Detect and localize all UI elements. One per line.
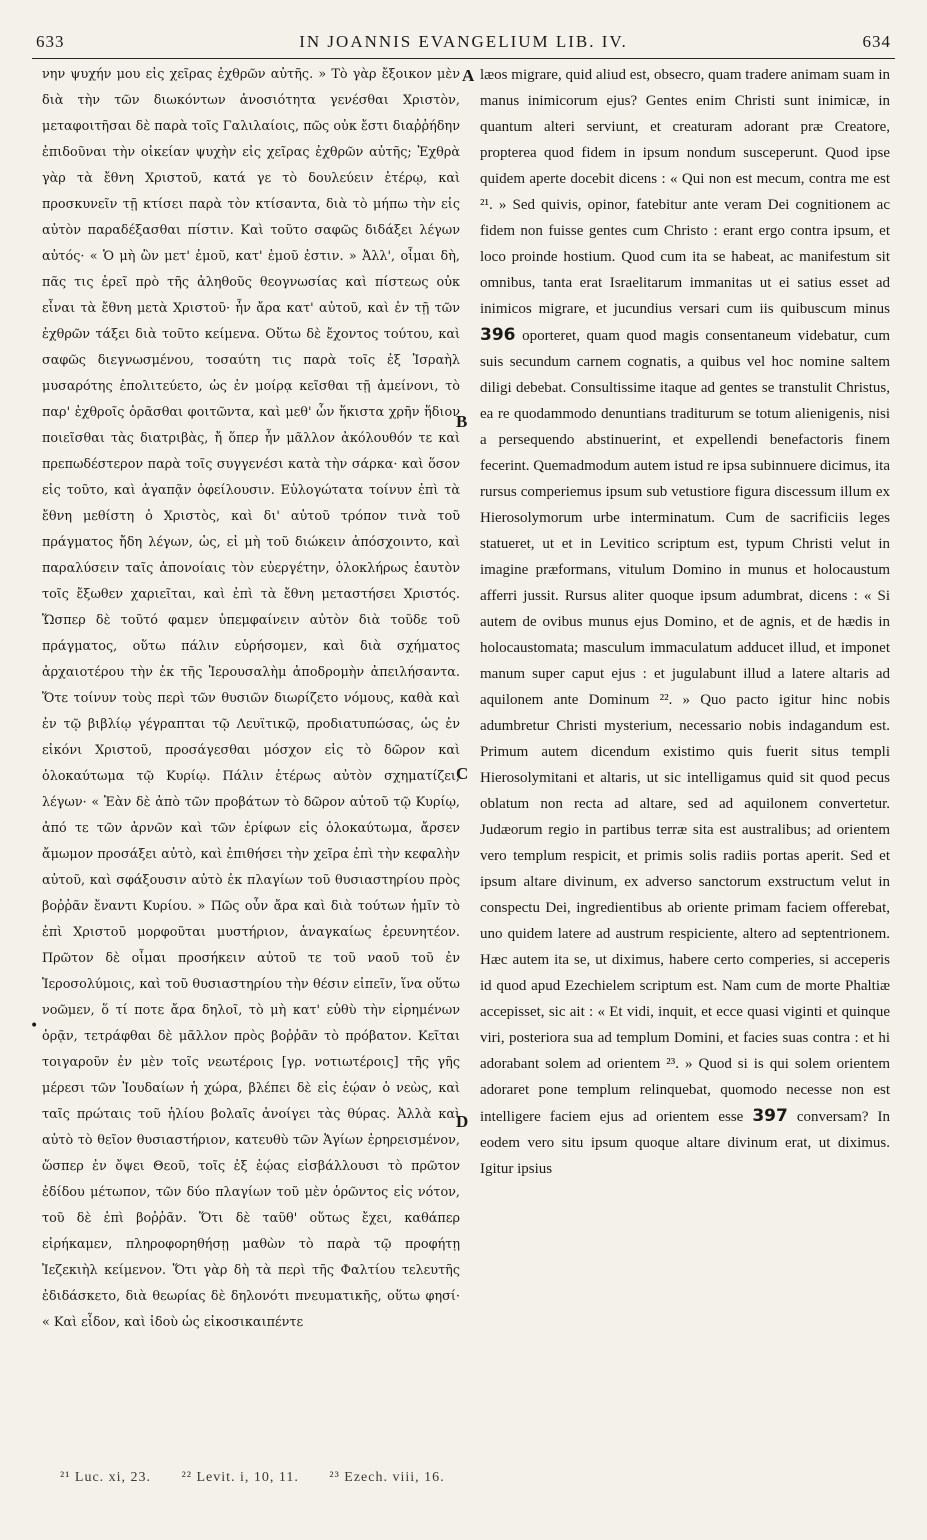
footnote-23: ²³ Ezech. viii, 16. [329,1470,445,1485]
header-rule [32,58,895,59]
running-title: IN JOANNIS EVANGELIUM LIB. IV. [299,32,628,51]
page-marker-396: 396 [480,325,516,345]
section-marker-d: D [456,1112,469,1131]
latin-text-part-3: conversam? In eodem vero situ ipsum quoque altare divinum erat, ut diximus. Igitur ipsius [480,1109,890,1177]
latin-column [480,62,890,1182]
footnote-21: ²¹ Luc. xi, 23. [60,1470,152,1485]
page-marker-397: 397 [752,1106,788,1126]
page-number-left: 633 [36,32,65,51]
section-marker-a: A [462,66,475,85]
latin-text-part-2: oporteret, quam quod magis consentaneum videbatur, cum suis secundum carnem cognatis, a quibus vel hoc nomine saltem diligi debebat. Consultissime itaque ad gentes se transtulit Christus, ea re quodammodo denuntians traditurum se totum alienigenis, nisi a persequendo abstinuerint, et expellendi benefactoris finem fecerint. Quemadmodum autem istud re ipsa subinnuere dicimus, ita rursus comperiemus ipsum sub vetustiore figura discessum illum ex Hierosolymorum urbe interminatum. Cum de sacrificiis leges statueret, ut et in Levitico scriptum est, typum Christi velut in imagine præformans, vitulum Domino in munus et holocaustum afferri jussit. Rursus aliter quoque ipsum adumbrat, dicens : « Si autem de ovibus munus ejus Domino, et de agnis, et de hædis in holocaustomata; masculum immaculatum adducet illud, et imponet manum super caput ejus : et jugulabunt illud a latere altaris ad aquilonem ante Dominum ²². » Quo pacto igitur hinc nobis adumbretur Christi mysterium, necessario nobis indagandum est. Primum autem dicendum existimo quis fuerit situs templi Hierosolymitani et altaris, ut sic intelligamus quid sit quod pecus oblatum non recta ad altare, sed ad aquilonem convertetur. Judæorum regio in partibus terræ sita est australibus; ad orientem vero templum respicit, et primis solis radiis portas aperit. Sed et ipsum altare divinum, ex adverso sanctorum exstructum velut in conspectu Dei, ingredientibus ab oriente primam faciem offerebat, uno quidem latere ad austrum respiciente, altero ad septentrionem. Hæc autem ita se, ut diximus, habere certo comperies, si acceperis id quod apud Ezechielem scriptum est. Nam cum de morte Phaltiæ accepisset, sic ait : « Et vidi, inquit, et ecce quasi viginti et quinque viri, posteriora sua ad templum Domini, et facies suas contra : et hi adorabant solem ad orientem ²³. » Quod si is qui solem orientem adoraret pone templum relinquebat, quomodo necesse non est intelligere faciem ejus ad orientem esse [480,328,890,1125]
page-number-right: 634 [862,32,891,51]
section-marker-b: B [456,412,468,431]
section-marker-c: C [456,764,469,783]
margin-dot: • [30,1018,39,1034]
running-header [30,28,897,58]
latin-text-part-1: læos migrare, quid aliud est, obsecro, quam tradere animam suam in manus inimicorum ejus? Gentes enim Christi sunt inimicæ, in quantum alteri serviunt, et creaturam adorant præ Creatore, propterea quod fidem in ipsum nondum susceperunt. Quod ipse quidem aperte docebit dicens : « Qui non est mecum, contra me est ²¹. » Sed quivis, opinor, fatebitur ante veram Dei cognitionem ac fidem non fuisse gentes cum Christo : erant ergo contra ipsum, et loco proinde hostium. Quod cum ita se habeat, ac manifestum sit omnibus, tanta erat Israelitarum immanitas ut ei satius esset ad inimicos migrare, et jucundius versari cum iis quibuscum minus [480,67,890,317]
footnote-22: ²² Levit. i, 10, 11. [181,1470,299,1485]
latin-text [480,62,890,1182]
greek-text: νην ψυχήν μου εἰς χεῖρας ἐχθρῶν αὐτῆς. » Τὸ γὰρ ἔξοικον μὲν διὰ τὴν τῶν διωκόντων ἀνοσιότητα γενέσθαι Χριστὸν, μεταφοιτῆσαι δὲ παρὰ τοῖς Γαλιλαίοις, πῶς οὐκ ἔστι διαῤῥήδην ἐπιδοῦναι τὴν οἰκείαν ψυχὴν εἰς χεῖρας ἐχθρῶν αὐτῆς; Ἐχθρὰ γὰρ τὰ ἔθνη Χριστοῦ, κατά γε τὸ δουλεύειν ἑτέρῳ, καὶ προσκυνεῖν τῇ κτίσει παρὰ τὸν κτίσαντα, διὰ τὸ μήπω τὴν εἰς αὐτὸν παραδέξασθαι πίστιν. Καὶ τοῦτο σαφῶς διδάξει λέγων αὐτός· « Ὁ μὴ ὢν μετ' ἐμοῦ, κατ' ἐμοῦ ἐστιν. » Ἀλλ', οἶμαι δὴ, πᾶς τις ἐρεῖ πρὸ τῆς ἀληθοῦς θεογνωσίας καὶ πίστεως οὐκ εἶναι τὰ ἔθνη μετὰ Χριστοῦ· ἦν ἄρα κατ' αὐτοῦ, καὶ ἐν τῇ τῶν ἐχθρῶν τάξει διὰ τοῦτο κείμενα. Οὕτω δὲ ἔχοντος τούτου, καὶ σαφῶς διεγνωσμένου, τοσαύτη τις παρὰ τοῖς ἐξ Ἰσραὴλ μυσαρότης ἐπολιτεύετο, ὡς ἐν μοίρᾳ κεῖσθαι τῇ ἀμείνονι, τὸ παρ' ἐχθροῖς ὁρᾶσθαι φοιτῶντα, καὶ μεθ' ὧν ἥκιστα χρῆν ἥδιον ποιεῖσθαι τὰς διατριβὰς, ἤ ὅπερ ἦν μᾶλλον ἀκόλουθόν τε καὶ πρεπωδέστερον παρὰ τοῖς συγγενέσι κατὰ τὴν σάρκα· καὶ ὅσον εἰς τοῦτο, καὶ ἀγαπᾷν ὀφείλουσιν. Εὐλογώτατα τοίνυν ἐπὶ τὰ ἔθνη μεθίστη ὁ Χριστὸς, καὶ δι' αὐτοῦ τρόπον τινὰ τοῦ πράγματος ἤδη λέγων, ὡς, εἰ μὴ τοῦ διώκειν ἀπόσχοιντο, καὶ παραλύσειν ταῖς ἀπονοίαις τὸν εὐεργέτην, ὁλοκλήρως ἑαυτὸν τοῖς ἔξωθεν χαριεῖται, καὶ ἐπὶ τὰ ἔθνη μεταστήσει Χριστός. Ὥσπερ δὲ τοῦτό φαμεν ὑπεμφαίνειν αὐτὸν διὰ τοῦδε τοῦ πράγματος, οὕτω πάλιν εὑρήσομεν, καὶ διὰ σχήματος ἀρχαιοτέρου τὴν ἐκ τῆς Ἱερουσαλὴμ ἀποδρομὴν ἀπειλήσαντα. Ὅτε τοίνυν τοὺς περὶ τῶν θυσιῶν διωρίζετο νόμους, καθὰ καὶ ἐν τῷ βιβλίῳ γέγραπται τῷ Λευϊτικῷ, προδιατυπώσας, ὡς ἐν εἰκόνι Χριστοῦ, προσάγεσθαι μόσχον εἰς τὸ δῶρον καὶ ὁλοκαύτωμα τῷ Κυρίῳ. Πάλιν ἑτέρως αὐτὸν σχηματίζει, λέγων· « Ἐὰν δὲ ἀπὸ τῶν προβάτων τὸ δῶρον αὐτοῦ τῷ Κυρίῳ, ἀπό τε τῶν ἀρνῶν καὶ τῶν ἐρίφων εἰς ὁλοκαύτωμα, ἄρσεν ἄμωμον προσάξει αὐτὸ, καὶ ἐπιθήσει τὴν χεῖρα ἐπὶ τὴν κεφαλὴν αὐτοῦ, καὶ σφάξουσιν αὐτὸ ἐκ πλαγίων τοῦ θυσιαστηρίου πρὸς βοῤῥᾶν ἔναντι Κυρίου. » Πῶς οὖν ἄρα καὶ διὰ τούτων ἡμῖν τὸ ἐπὶ Χριστοῦ μορφοῦται μυστήριον, ἀναγκαίως ἐρευνητέον. Πρῶτον δὲ οἶμαι προσήκειν αὐτοῦ τε τοῦ ναοῦ τοῦ ἐν Ἱεροσολύμοις, καὶ τοῦ θυσιαστηρίου τὴν θέσιν εἰπεῖν, ἵνα οὕτω νοῶμεν, ὅ τί ποτε ἄρα δηλοῖ, τὸ μὴ κατ' εὐθὺ τὴν εἰρημένων ὁρᾷν, τετράφθαι δὲ μᾶλλον πρὸς βοῤῥᾶν τὸ πρόβατον. Κεῖται τοιγαροῦν ἐν μὲν τοῖς νεωτέροις [γρ. νοτιωτέροις] τῆς γῆς μέρεσι τῶν Ἰουδαίων ἡ χώρα, βλέπει δὲ εἰς ἑῴαν ὁ νεὼς, καὶ ταῖς πρώταις τοῦ ἡλίου βολαῖς ἀνοίγει τὰς θύρας. Ἀλλὰ καὶ αὐτὸ τὸ θεῖον θυσιαστήριον, κατευθὺ τῶν Ἁγίων ἐρηρεισμένον, ὥσπερ ἐν ὄψει Θεοῦ, τοῖς ἐξ ἑῴας εἰσβάλλουσι τὸ πρῶτον ἐδίδου μέτωπον, τῶν δύο πλαγίων τοῦ μὲν ὁρῶντος εἰς νότον, τοῦ δὲ ἐπὶ βοῤῥᾶν. Ὅτι δὲ ταῦθ' οὕτως ἔχει, καθάπερ εἰρήκαμεν, πληροφορηθήσῃ μαθὼν τὸ παρὰ τῷ προφήτῃ Ἰεζεκιὴλ κείμενον. Ὅτι γὰρ δὴ τὰ περὶ τῆς Φαλτίου τελευτῆς ἐδιδάσκετο, διὰ θεωρίας δὲ δηλονότι πνευματικῆς, οὕτω φησί· « Καὶ εἶδον, καὶ ἰδοὺ ὡς εἰκοσικαιπέντε [42,67,460,1330]
greek-column [42,62,460,1336]
footnotes [60,1470,887,1486]
